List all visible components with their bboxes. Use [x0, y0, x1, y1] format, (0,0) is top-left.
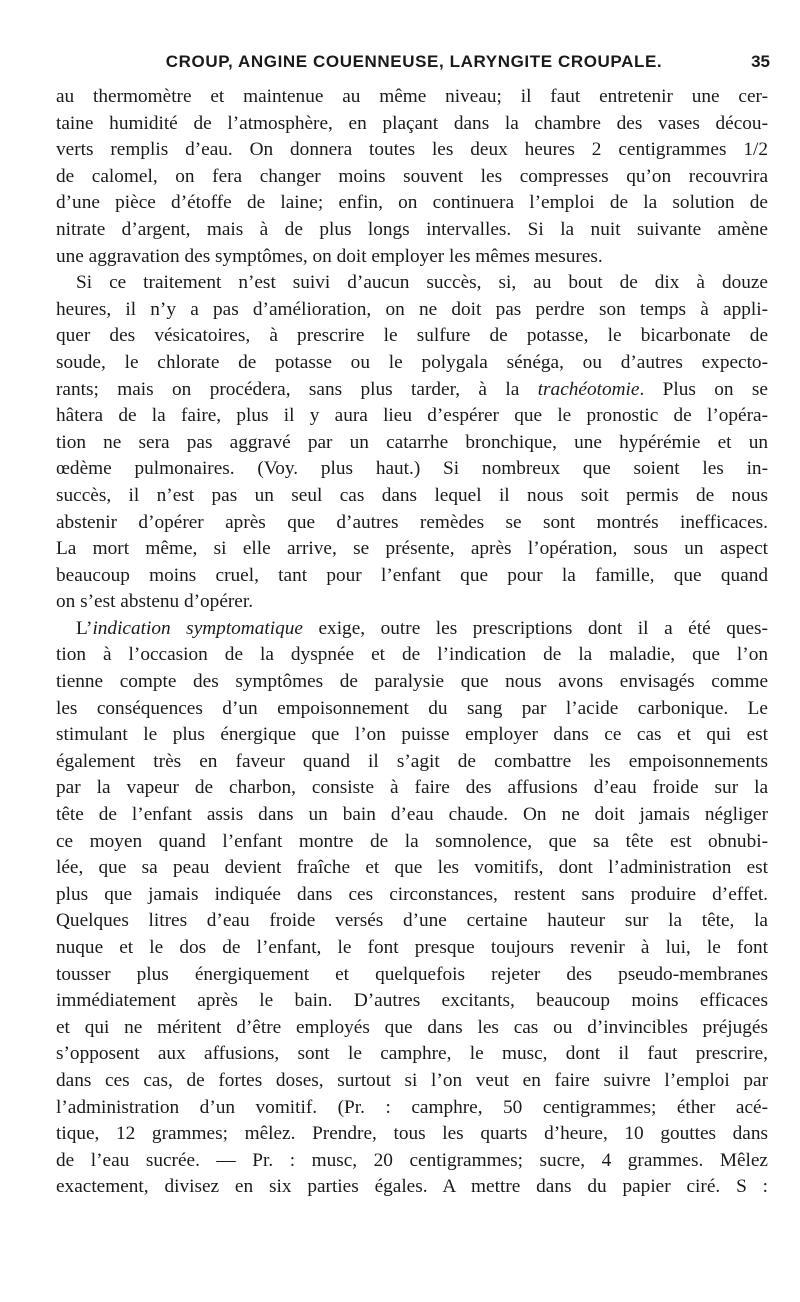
text-line: abstenir d’opérer après que d’autres remèdes se sont montrés inefficaces.: [56, 511, 768, 533]
text-line: taine humidité de l’atmosphère, en plaçant dans la chambre des vases décou-: [56, 112, 768, 134]
text-line: lée, que sa peau devient fraîche et que les vomitifs, dont l’administration est: [56, 857, 768, 879]
text-run: rants; mais on procédera, sans plus tarder, à la: [56, 378, 538, 400]
text-line: hâtera de la faire, plus il y aura lieu d’espérer que le pronostic de l’opéra-: [56, 405, 768, 427]
text-line: exactement, divisez en six parties égales. A mettre dans du papier ciré. S :: [56, 1176, 768, 1198]
emphasis-indication-symptomatique: indication symptomatique: [92, 617, 303, 639]
text-line: tion ne sera pas aggravé par un catarrhe bronchique, une hypérémie et un: [56, 431, 768, 453]
emphasis-tracheotomie: trachéotomie: [537, 378, 640, 400]
text-line: nuque et le dos de l’enfant, le font presque toujours revenir à lui, le font: [56, 937, 768, 958]
text-line: par la vapeur de charbon, consiste à faire des affusions d’eau froide sur la: [56, 777, 768, 799]
text-line: l’administration d’un vomitif. (Pr. : camphre, 50 centigrammes; éther acé-: [56, 1096, 768, 1118]
text-line: au thermomètre et maintenue au même niveau; il faut entretenir une cer-: [56, 86, 768, 107]
text-line: tion à l’occasion de la dyspnée et de l’indication de la maladie, que l’on: [56, 644, 768, 666]
text-line: tienne compte des symptômes de paralysie que nous avons envisagés comme: [56, 671, 768, 693]
text-line-mixed: [56, 616, 768, 643]
running-head: [58, 52, 770, 76]
text-run: . Plus on se: [639, 378, 768, 400]
text-line: beaucoup moins cruel, tant pour l’enfant que pour la famille, que quand: [56, 564, 768, 586]
text-run: exige, outre les prescriptions dont il a été ques-: [302, 617, 768, 639]
text-line: nitrate d’argent, mais à de plus longs intervalles. Si la nuit suivante amène: [56, 218, 768, 240]
page-number: 35: [751, 52, 770, 71]
text-line: on s’est abstenu d’opérer.: [56, 591, 254, 613]
text-line: heures, il n’y a pas d’amélioration, on ne doit pas perdre son temps à appli-: [56, 298, 768, 320]
text-line-mixed: [56, 377, 768, 404]
text-line: tique, 12 grammes; mêlez. Prendre, tous les quarts d’heure, 10 gouttes dans: [56, 1123, 768, 1145]
text-line: une aggravation des symptômes, on doit employer les mêmes mesures.: [56, 245, 603, 267]
text-line: stimulant le plus énergique que l’on puisse employer dans ce cas et qui est: [56, 724, 768, 746]
text-line: de l’eau sucrée. — Pr. : musc, 20 centigrammes; sucre, 4 grammes. Mêlez: [56, 1149, 768, 1171]
text-line: œdème pulmonaires. (Voy. plus haut.) Si nombreux que soient les in-: [56, 458, 768, 480]
text-line: Si ce traitement n’est suivi d’aucun succès, si, au bout de dix à douze: [76, 272, 768, 294]
running-title: CROUP, ANGINE COUENNEUSE, LARYNGITE CROUPALE.: [165, 52, 663, 71]
text-line: quer des vésicatoires, à prescrire le sulfure de potasse, le bicarbonate de: [56, 325, 768, 347]
text-line: également très en faveur quand il s’agit de combattre les empoisonnements: [56, 750, 768, 772]
text-line: La mort même, si elle arrive, se présente, après l’opération, sous un aspect: [56, 538, 768, 560]
text-line: de calomel, on fera changer moins souvent les compresses qu’on recouvrira: [56, 165, 768, 187]
text-line: et qui ne méritent d’être employés que dans les cas ou d’invincibles préjugés: [56, 1016, 768, 1038]
text-line: verts remplis d’eau. On donnera toutes les deux heures 2 centigrammes 1/2: [56, 139, 768, 161]
body-text: [56, 84, 768, 1201]
text-line: succès, il n’est pas un seul cas dans lequel il nous soit permis de nous: [56, 484, 768, 506]
text-run: L’: [76, 617, 93, 639]
text-line: dans ces cas, de fortes doses, surtout si l’on veut en faire suivre l’emploi par: [56, 1069, 768, 1091]
text-line: ce moyen quand l’enfant montre de la somnolence, que sa tête est obnubi-: [56, 830, 768, 852]
text-line: plus que jamais indiquée dans ces circonstances, restent sans produire d’effet.: [56, 883, 768, 905]
text-line: s’opposent aux affusions, sont le camphre, le musc, dont il faut prescrire,: [56, 1043, 768, 1065]
text-line: soude, le chlorate de potasse ou le polygala sénéga, ou d’autres expecto-: [56, 351, 768, 373]
text-line: tousser plus énergiquement et quelquefois rejeter des pseudo-membranes: [56, 963, 768, 985]
text-line: tête de l’enfant assis dans un bain d’eau chaude. On ne doit jamais négliger: [56, 804, 768, 826]
text-line: immédiatement après le bain. D’autres excitants, beaucoup moins efficaces: [56, 990, 768, 1012]
text-line: Quelques litres d’eau froide versés d’une certaine hauteur sur la tête, la: [56, 910, 768, 932]
text-line: d’une pièce d’étoffe de laine; enfin, on continuera l’emploi de la solution de: [56, 192, 768, 214]
text-line: les conséquences d’un empoisonnement du sang par l’acide carbonique. Le: [56, 697, 768, 719]
